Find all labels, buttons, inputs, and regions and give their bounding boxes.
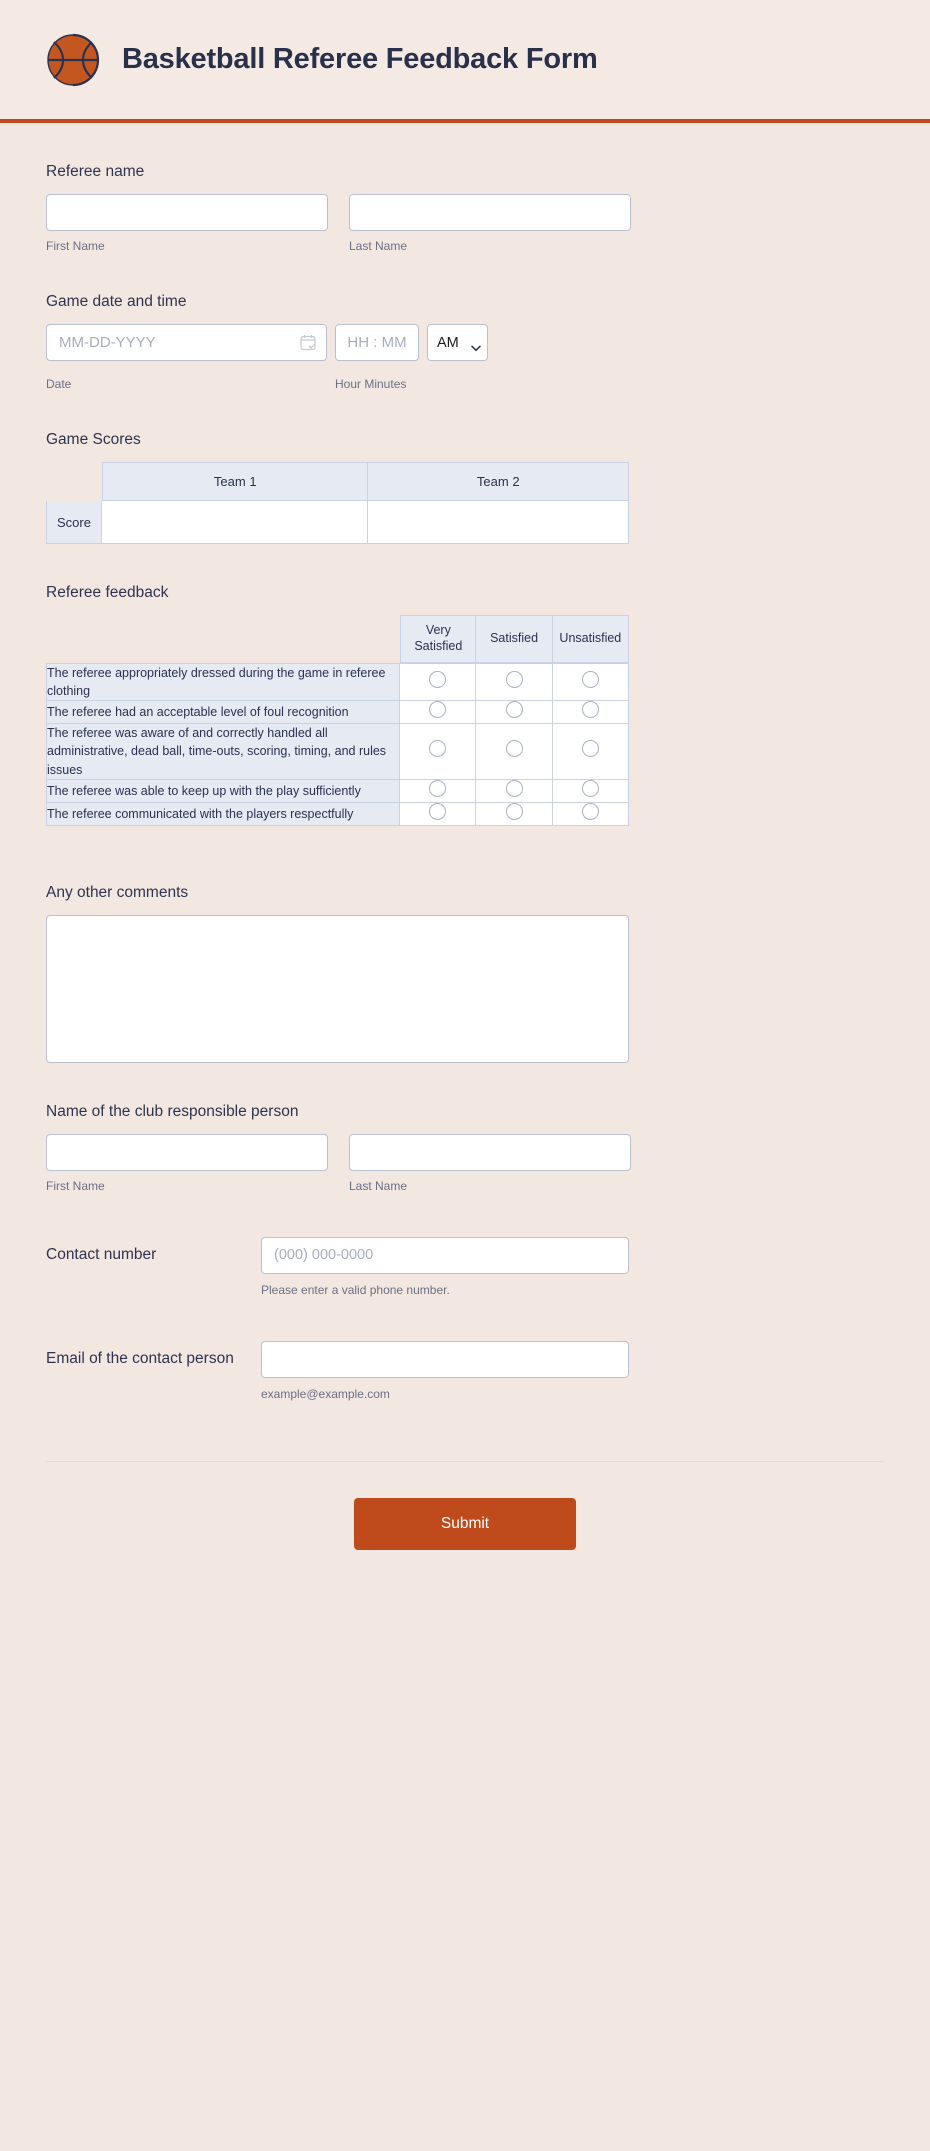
comments-textarea[interactable] — [46, 915, 629, 1063]
radio-icon[interactable] — [429, 780, 446, 797]
referee-first-name-sublabel: First Name — [46, 239, 105, 253]
radio-icon[interactable] — [506, 740, 523, 757]
matrix-column-header-very-satisfied: Very Satisfied — [400, 615, 476, 663]
score-column-header-team1: Team 1 — [102, 462, 368, 501]
field-contact-number — [46, 1193, 884, 1297]
score-column-header-team2: Team 2 — [368, 462, 629, 501]
radio-icon[interactable] — [429, 740, 446, 757]
matrix-radio-cell[interactable] — [553, 701, 629, 724]
radio-icon[interactable] — [582, 701, 599, 718]
matrix-radio-cell[interactable] — [400, 780, 476, 803]
club-first-name-group — [46, 1134, 328, 1193]
referee-first-name-input[interactable] — [46, 194, 328, 231]
game-scores-table — [46, 462, 629, 544]
radio-icon[interactable] — [582, 803, 599, 820]
matrix-row — [46, 724, 629, 779]
matrix-question-label: The referee was aware of and correctly handled all administrative, dead ball, time-outs, scoring, timing, and rules issues — [46, 724, 400, 779]
comments-label: Any other comments — [46, 883, 189, 901]
game-scores-label: Game Scores — [46, 431, 141, 448]
radio-icon[interactable] — [506, 803, 523, 820]
contact-email-label: Email of the contact person — [46, 1349, 234, 1367]
form-header — [0, 0, 930, 123]
club-last-name-group — [349, 1134, 631, 1193]
radio-icon[interactable] — [582, 780, 599, 797]
referee-first-name-group — [46, 194, 328, 253]
club-person-label: Name of the club responsible person — [46, 1102, 299, 1120]
radio-icon[interactable] — [506, 701, 523, 718]
referee-name-inputs — [46, 194, 884, 253]
matrix-radio-cell[interactable] — [400, 803, 476, 826]
referee-name-label: Referee name — [46, 163, 145, 180]
radio-icon[interactable] — [429, 803, 446, 820]
score-cell-team2[interactable] — [368, 501, 629, 544]
contact-email-group — [261, 1341, 629, 1401]
matrix-radio-cell[interactable] — [476, 780, 552, 803]
matrix-radio-cell[interactable] — [476, 701, 552, 724]
contact-email-hint: example@example.com — [261, 1386, 390, 1401]
matrix-radio-cell[interactable] — [400, 724, 476, 779]
time-sublabel: Hour Minutes — [335, 377, 407, 391]
matrix-radio-cell[interactable] — [553, 663, 629, 701]
matrix-row — [46, 701, 629, 724]
contact-number-hint: Please enter a valid phone number. — [261, 1282, 450, 1297]
time-input-group — [335, 324, 419, 361]
club-person-inputs — [46, 1134, 884, 1193]
club-last-name-input[interactable] — [349, 1134, 631, 1171]
matrix-row — [46, 803, 629, 826]
spacer — [46, 826, 884, 844]
matrix-radio-cell[interactable] — [476, 724, 552, 779]
field-referee-name — [46, 123, 884, 253]
contact-number-group — [261, 1237, 629, 1297]
contact-number-label: Contact number — [46, 1245, 157, 1263]
radio-icon[interactable] — [582, 671, 599, 688]
score-row-label: Score — [46, 501, 102, 544]
table-row — [46, 501, 629, 544]
form-body — [0, 123, 930, 1598]
referee-last-name-input[interactable] — [349, 194, 631, 231]
matrix-column-header-satisfied: Satisfied — [476, 615, 552, 663]
field-referee-feedback — [46, 544, 884, 826]
matrix-column-header-unsatisfied: Unsatisfied — [553, 615, 629, 663]
matrix-radio-cell[interactable] — [553, 803, 629, 826]
game-date-time-label: Game date and time — [46, 293, 187, 310]
date-input[interactable] — [46, 324, 327, 361]
field-contact-email — [46, 1297, 884, 1401]
contact-email-input[interactable] — [261, 1341, 629, 1378]
field-game-scores — [46, 391, 884, 544]
ampm-select-group — [427, 324, 488, 361]
matrix-question-label: The referee had an acceptable level of foul recognition — [46, 701, 400, 724]
ampm-select[interactable] — [427, 324, 488, 361]
radio-icon[interactable] — [506, 671, 523, 688]
table-header-row — [46, 462, 629, 501]
referee-feedback-matrix — [46, 615, 629, 826]
referee-last-name-sublabel: Last Name — [349, 239, 408, 253]
game-date-time-sublabels — [46, 369, 884, 391]
contact-number-input[interactable] — [261, 1237, 629, 1274]
field-club-person — [46, 1063, 884, 1193]
matrix-header-row — [46, 615, 629, 663]
matrix-question-label: The referee appropriately dressed during the game in referee clothing — [46, 663, 400, 701]
matrix-row — [46, 780, 629, 803]
radio-icon[interactable] — [582, 740, 599, 757]
submit-button[interactable]: Submit — [354, 1498, 576, 1550]
radio-icon[interactable] — [429, 671, 446, 688]
score-cell-team1[interactable] — [102, 501, 368, 544]
matrix-radio-cell[interactable] — [400, 701, 476, 724]
table-corner-cell — [46, 462, 102, 501]
field-game-date-time — [46, 253, 884, 391]
referee-feedback-label: Referee feedback — [46, 584, 169, 601]
submit-zone — [46, 1461, 884, 1598]
matrix-radio-cell[interactable] — [476, 663, 552, 701]
date-sublabel: Date — [46, 377, 72, 391]
matrix-radio-cell[interactable] — [476, 803, 552, 826]
club-first-name-sublabel: First Name — [46, 1178, 105, 1193]
club-last-name-sublabel: Last Name — [349, 1178, 408, 1193]
matrix-radio-cell[interactable] — [553, 780, 629, 803]
matrix-row — [46, 663, 629, 701]
radio-icon[interactable] — [506, 780, 523, 797]
matrix-question-label: The referee was able to keep up with the play sufficiently — [46, 780, 400, 803]
referee-last-name-group — [349, 194, 631, 253]
field-comments — [46, 844, 884, 1063]
matrix-radio-cell[interactable] — [400, 663, 476, 701]
basketball-icon — [46, 33, 100, 87]
game-date-time-inputs — [46, 324, 884, 361]
page-title: Basketball Referee Feedback Form — [122, 43, 598, 75]
time-input[interactable] — [335, 324, 419, 361]
radio-icon[interactable] — [429, 701, 446, 718]
date-input-group — [46, 324, 327, 361]
club-first-name-input[interactable] — [46, 1134, 328, 1171]
matrix-question-label: The referee communicated with the players respectfully — [46, 803, 400, 826]
matrix-radio-cell[interactable] — [553, 724, 629, 779]
matrix-corner-cell — [46, 615, 400, 663]
